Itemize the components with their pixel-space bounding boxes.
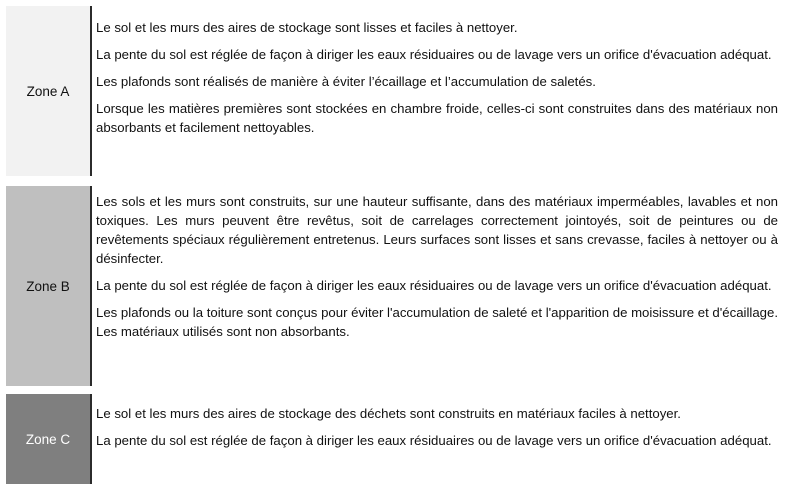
zone-a-paragraph-3: Les plafonds sont réalisés de manière à éviter l’écaillage et l’accumulation de saletés. xyxy=(96,74,596,89)
zone-a-paragraph-2: La pente du sol est réglée de façon à diriger les eaux résiduaires ou de lavage vers un orifice d'évacuation adéquat. xyxy=(96,47,772,62)
zone-b-label: Zone B xyxy=(6,186,90,386)
zone-a-paragraph-4: Lorsque les matières premières sont stockées en chambre froide, celles-ci sont construites dans des matériaux non absorbants et facilement nettoyables. xyxy=(96,101,778,135)
zone-b-paragraph-3: Les plafonds ou la toiture sont conçus pour éviter l'accumulation de saleté et l'apparition de moisissure et d'écaillage. Les matériaux utilisés sont non absorbants. xyxy=(96,305,778,339)
zone-b-paragraph-1: Les sols et les murs sont construits, sur une hauteur suffisante, dans des matériaux imperméables, lavables et non toxiques. Les murs peuvent être revêtus, soit de carrelages correctement jointoyés, soit de peintures ou de revêtements spéciaux régulièrement entretenus. Leurs surfaces sont lisses et sans crevasse, faciles à nettoyer ou à désinfecter. xyxy=(96,194,778,266)
zone-b-divider xyxy=(90,186,92,386)
zone-a-label: Zone A xyxy=(6,6,90,176)
zone-a-row xyxy=(6,6,786,176)
zone-c-paragraph-1: Le sol et les murs des aires de stockage des déchets sont construits en matériaux faciles à nettoyer. xyxy=(96,406,681,421)
zone-c-paragraph-2: La pente du sol est réglée de façon à diriger les eaux résiduaires ou de lavage vers un orifice d'évacuation adéquat. xyxy=(96,433,772,448)
zone-b-content xyxy=(96,192,778,349)
zone-a-content xyxy=(96,18,778,145)
zone-b-paragraph-2: La pente du sol est réglée de façon à diriger les eaux résiduaires ou de lavage vers un orifice d'évacuation adéquat. xyxy=(96,278,772,293)
zone-c-label: Zone C xyxy=(6,394,90,484)
zone-c-content xyxy=(96,404,778,458)
zone-c-divider xyxy=(90,394,92,484)
zone-a-paragraph-1: Le sol et les murs des aires de stockage sont lisses et faciles à nettoyer. xyxy=(96,20,518,35)
zone-c-row xyxy=(6,394,786,484)
zone-b-row xyxy=(6,186,786,386)
zone-a-divider xyxy=(90,6,92,176)
